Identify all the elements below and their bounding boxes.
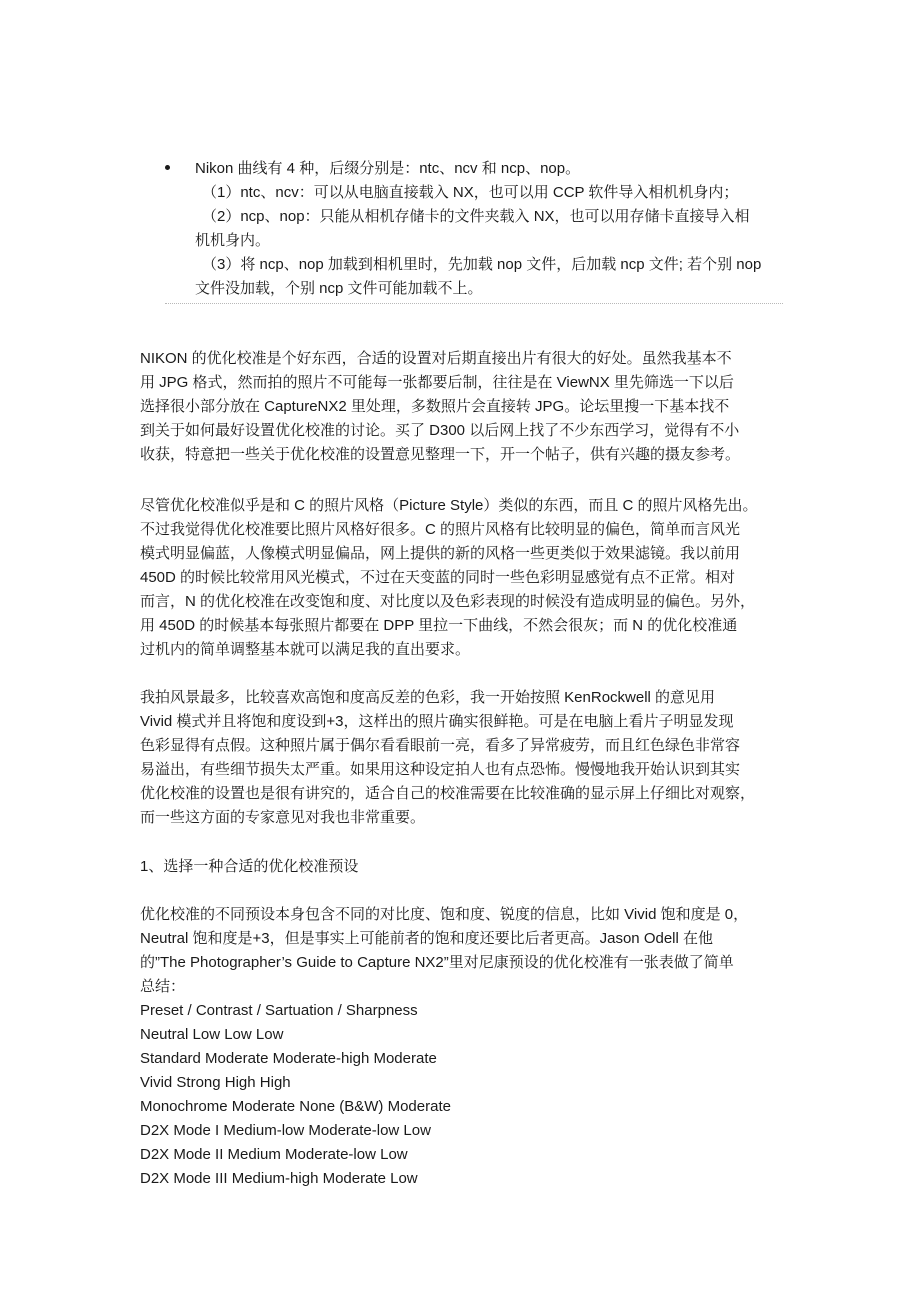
bullet-line: 文件没加载，个别 ncp 文件可能加载不上。 — [195, 280, 483, 297]
text-line: 选择很小部分放在 CaptureNX2 里处理，多数照片会直接转 JPG。论坛里搜一下基本找不 — [140, 398, 730, 415]
paragraph-picture-style — [140, 494, 790, 662]
text-line: 用 450D 的时候基本每张照片都要在 DPP 里拉一下曲线，不然会很灰；而 N 的优化校准通 — [140, 617, 738, 634]
text-line: 而一些这方面的专家意见对我也非常重要。 — [140, 809, 426, 826]
paragraph-presets — [140, 903, 790, 999]
text-line: 用 JPG 格式，然而拍的照片不可能每一张都要后制，往往是在 ViewNX 里先筛选一下以后 — [140, 374, 734, 391]
text-line: 模式明显偏蓝，人像模式明显偏品，网上提供的新的风格一些更类似于效果滤镜。我以前用 — [140, 545, 741, 562]
bullet-dot-icon — [165, 165, 170, 170]
bullet-line: （1）ntc、ncv：可以从电脑直接载入 NX，也可以用 CCP 软件导入相机机身内； — [202, 184, 739, 201]
heading-line: 1、选择一种合适的优化校准预设 — [140, 858, 359, 875]
text-line: 到关于如何最好设置优化校准的讨论。买了 D300 以后网上找了不少东西学习，觉得有不小 — [140, 422, 740, 439]
text-line: 易溢出，有些细节损失太严重。如果用这种设定拍人也有点恐怖。慢慢地我开始认识到其实 — [140, 761, 741, 778]
bullet-line: Nikon 曲线有 4 种，后缀分别是：ntc、ncv 和 ncp、nop。 — [195, 160, 581, 177]
text-line: 优化校准的不同预设本身包含不同的对比度、饱和度、锐度的信息，比如 Vivid 饱和度是 0， — [140, 906, 749, 923]
paragraph-intro — [140, 347, 790, 467]
text-line: 过机内的简单调整基本就可以满足我的直出要求。 — [140, 641, 471, 658]
text-line: 而言，N 的优化校准在改变饱和度、对比度以及色彩表现的时候没有造成明显的偏色。另外， — [140, 593, 756, 610]
text-line: 不过我觉得优化校准要比照片风格好很多。C 的照片风格有比较明显的偏色，简单而言风光 — [140, 521, 741, 538]
text-line: Vivid 模式并且将饱和度设到+3，这样出的照片确实很鲜艳。可是在电脑上看片子明显发现 — [140, 713, 734, 730]
bullet-line: 机机身内。 — [195, 232, 271, 249]
text-line: Neutral 饱和度是+3，但是事实上可能前者的饱和度还要比后者更高。Jason Odell 在他 — [140, 930, 714, 947]
text-line: 我拍风景最多，比较喜欢高饱和度高反差的色彩，我一开始按照 KenRockwell 的意见用 — [140, 689, 716, 706]
table-row: D2X Mode I Medium-low Moderate-low Low — [140, 1122, 431, 1139]
table-row: Monochrome Moderate None (B&W) Moderate — [140, 1098, 451, 1115]
table-row: D2X Mode III Medium-high Moderate Low — [140, 1170, 418, 1187]
text-line: 尽管优化校准似乎是和 C 的照片风格（Picture Style）类似的东西，而且 C 的照片风格先出。 — [140, 497, 758, 514]
text-line: 色彩显得有点假。这种照片属于偶尔看看眼前一亮，看多了异常疲劳，而且红色绿色非常容 — [140, 737, 741, 754]
table-row: Preset / Contrast / Sartuation / Sharpness — [140, 1002, 418, 1019]
text-line: 收获，特意把一些关于优化校准的设置意见整理一下，开一个帖子，供有兴趣的摄友参考。 — [140, 446, 741, 463]
nikon-curve-bullet — [165, 157, 783, 304]
table-row: Neutral Low Low Low — [140, 1026, 284, 1043]
table-row: Vivid Strong High High — [140, 1074, 291, 1091]
paragraph-landscape — [140, 686, 790, 830]
text-line: 优化校准的设置也是很有讲究的，适合自己的校准需要在比较准确的显示屏上仔细比对观察， — [140, 785, 756, 802]
text-line: 450D 的时候比较常用风光模式，不过在天变蓝的同时一些色彩明显感觉有点不正常。相对 — [140, 569, 736, 586]
text-line: 的”The Photographer’s Guide to Capture NX2”里对尼康预设的优化校准有一张表做了简单 — [140, 954, 734, 971]
table-row: Standard Moderate Moderate-high Moderate — [140, 1050, 437, 1067]
section-heading — [140, 855, 790, 879]
bullet-line: （3）将 ncp、nop 加载到相机里时，先加载 nop 文件，后加载 ncp 文件; 若个别 nop — [202, 256, 762, 273]
text-line: NIKON 的优化校准是个好东西，合适的设置对后期直接出片有很大的好处。虽然我基本不 — [140, 350, 732, 367]
bullet-line: （2）ncp、nop：只能从相机存储卡的文件夹载入 NX，也可以用存储卡直接导入相 — [202, 208, 750, 225]
table-row: D2X Mode II Medium Moderate-low Low — [140, 1146, 408, 1163]
preset-table — [140, 999, 790, 1191]
text-line: 总结： — [140, 978, 186, 995]
